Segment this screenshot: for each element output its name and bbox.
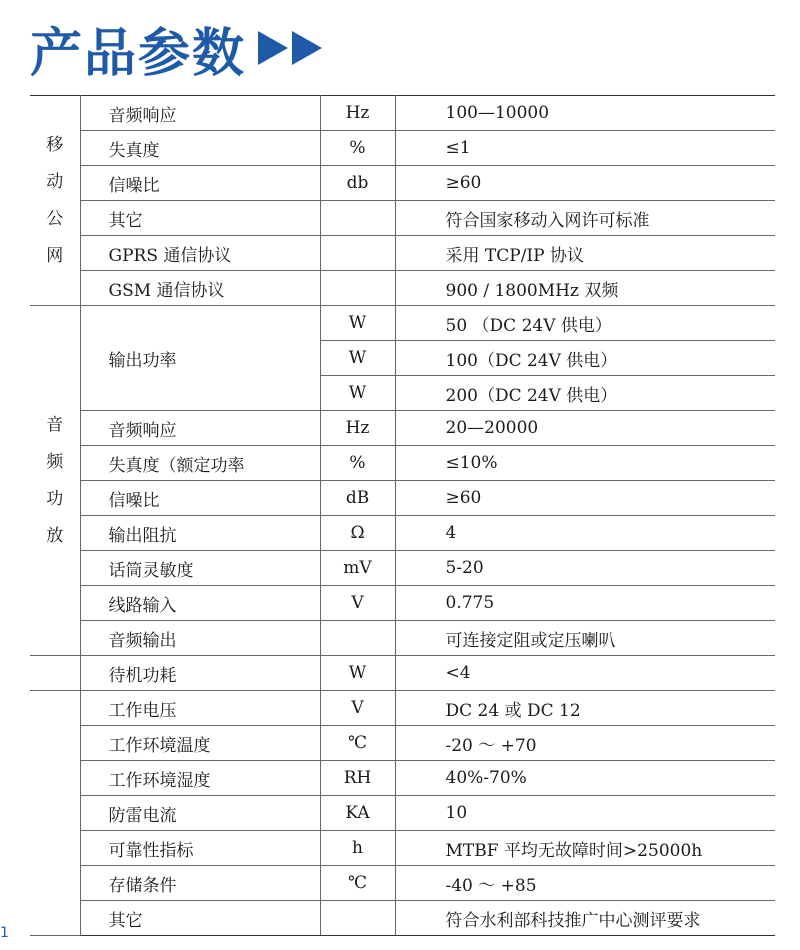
group-label-audio-amplifier — [30, 306, 80, 656]
margin-mark: 1 — [0, 925, 9, 941]
param-value: 5-20 — [395, 551, 775, 586]
group-label-char: 网 — [46, 245, 64, 266]
param-unit: V — [320, 691, 395, 726]
param-value: ≥60 — [395, 481, 775, 516]
table-row — [30, 236, 775, 271]
table-row — [30, 761, 775, 796]
spec-table — [30, 95, 775, 936]
param-unit — [320, 201, 395, 236]
param-unit — [320, 621, 395, 656]
param-value: 900 / 1800MHz 双频 — [395, 271, 775, 306]
param-name: 失真度（额定功率 — [80, 446, 320, 481]
param-name: 工作电压 — [80, 691, 320, 726]
param-unit: dB — [320, 481, 395, 516]
table-row — [30, 516, 775, 551]
table-row — [30, 481, 775, 516]
param-unit: ℃ — [320, 866, 395, 901]
param-name: 输出阻抗 — [80, 516, 320, 551]
group-label-empty — [30, 656, 80, 691]
param-value: 100—10000 — [395, 96, 775, 131]
param-value: 50 （DC 24V 供电） — [395, 306, 775, 341]
table-row — [30, 621, 775, 656]
param-value: 符合水利部科技推广中心测评要求 — [395, 901, 775, 936]
param-value: -20 ～ +70 — [395, 726, 775, 761]
table-row — [30, 691, 775, 726]
table-row — [30, 551, 775, 586]
table-row — [30, 831, 775, 866]
table-row — [30, 96, 775, 131]
param-name: 音频响应 — [80, 96, 320, 131]
param-unit: W — [320, 656, 395, 691]
group-label-char: 音 — [46, 414, 64, 435]
param-value: 0.775 — [395, 586, 775, 621]
group-label-char: 放 — [46, 525, 64, 546]
group-label-mobile-network — [30, 96, 80, 306]
param-name: 工作环境温度 — [80, 726, 320, 761]
param-unit — [320, 901, 395, 936]
param-value: 可连接定阻或定压喇叭 — [395, 621, 775, 656]
param-name: 线路输入 — [80, 586, 320, 621]
param-name: 信噪比 — [80, 481, 320, 516]
group-label-char: 移 — [46, 134, 64, 155]
param-name: 可靠性指标 — [80, 831, 320, 866]
param-value: 符合国家移动入网许可标准 — [395, 201, 775, 236]
param-name: 信噪比 — [80, 166, 320, 201]
param-name: GPRS 通信协议 — [80, 236, 320, 271]
param-value: 100（DC 24V 供电） — [395, 341, 775, 376]
table-row — [30, 901, 775, 936]
param-name: 音频输出 — [80, 621, 320, 656]
param-unit: KA — [320, 796, 395, 831]
group-label-text — [46, 127, 63, 275]
table-row — [30, 411, 775, 446]
table-row — [30, 166, 775, 201]
param-unit — [320, 271, 395, 306]
page-title: 产品参数 — [30, 23, 247, 84]
title-arrows — [258, 31, 326, 65]
param-value: ≤1 — [395, 131, 775, 166]
param-unit: Hz — [320, 411, 395, 446]
group-label-char: 频 — [46, 451, 64, 472]
param-name: 失真度 — [80, 131, 320, 166]
param-unit: W — [320, 376, 395, 411]
param-name: 防雷电流 — [80, 796, 320, 831]
table-row — [30, 306, 775, 341]
param-value: ≤10% — [395, 446, 775, 481]
param-name: 工作环境湿度 — [80, 761, 320, 796]
group-label-text — [46, 407, 63, 555]
table-row — [30, 656, 775, 691]
table-row — [30, 201, 775, 236]
param-name: 待机功耗 — [80, 656, 320, 691]
param-value: -40 ～ +85 — [395, 866, 775, 901]
param-value: 200（DC 24V 供电） — [395, 376, 775, 411]
table-row — [30, 271, 775, 306]
table-row — [30, 131, 775, 166]
param-unit: V — [320, 586, 395, 621]
table-row — [30, 726, 775, 761]
param-name: 输出功率 — [80, 306, 320, 411]
param-name: 音频响应 — [80, 411, 320, 446]
play-arrow-icon — [258, 31, 288, 65]
param-name: GSM 通信协议 — [80, 271, 320, 306]
page-header — [30, 12, 326, 84]
play-arrow-icon — [292, 31, 322, 65]
param-unit — [320, 236, 395, 271]
param-value: 4 — [395, 516, 775, 551]
group-label-char: 动 — [46, 171, 64, 192]
param-unit: RH — [320, 761, 395, 796]
param-value: DC 24 或 DC 12 — [395, 691, 775, 726]
table-row — [30, 446, 775, 481]
group-label-char: 功 — [46, 488, 64, 509]
param-value: 采用 TCP/IP 协议 — [395, 236, 775, 271]
param-name: 其它 — [80, 201, 320, 236]
param-unit: db — [320, 166, 395, 201]
table-row — [30, 586, 775, 621]
param-value: ≥60 — [395, 166, 775, 201]
group-label-char: 公 — [46, 208, 64, 229]
param-name: 存储条件 — [80, 866, 320, 901]
table-row — [30, 866, 775, 901]
param-unit: Ω — [320, 516, 395, 551]
param-value: <4 — [395, 656, 775, 691]
param-unit: Hz — [320, 96, 395, 131]
param-name: 话筒灵敏度 — [80, 551, 320, 586]
param-name: 其它 — [80, 901, 320, 936]
table-row — [30, 796, 775, 831]
param-unit: W — [320, 306, 395, 341]
param-value: 20—20000 — [395, 411, 775, 446]
param-unit: ℃ — [320, 726, 395, 761]
param-value: 40%-70% — [395, 761, 775, 796]
param-unit: % — [320, 131, 395, 166]
param-unit: % — [320, 446, 395, 481]
param-unit: mV — [320, 551, 395, 586]
param-value: 10 — [395, 796, 775, 831]
param-unit: h — [320, 831, 395, 866]
group-label-empty — [30, 691, 80, 936]
param-value: MTBF 平均无故障时间>25000h — [395, 831, 775, 866]
param-unit: W — [320, 341, 395, 376]
